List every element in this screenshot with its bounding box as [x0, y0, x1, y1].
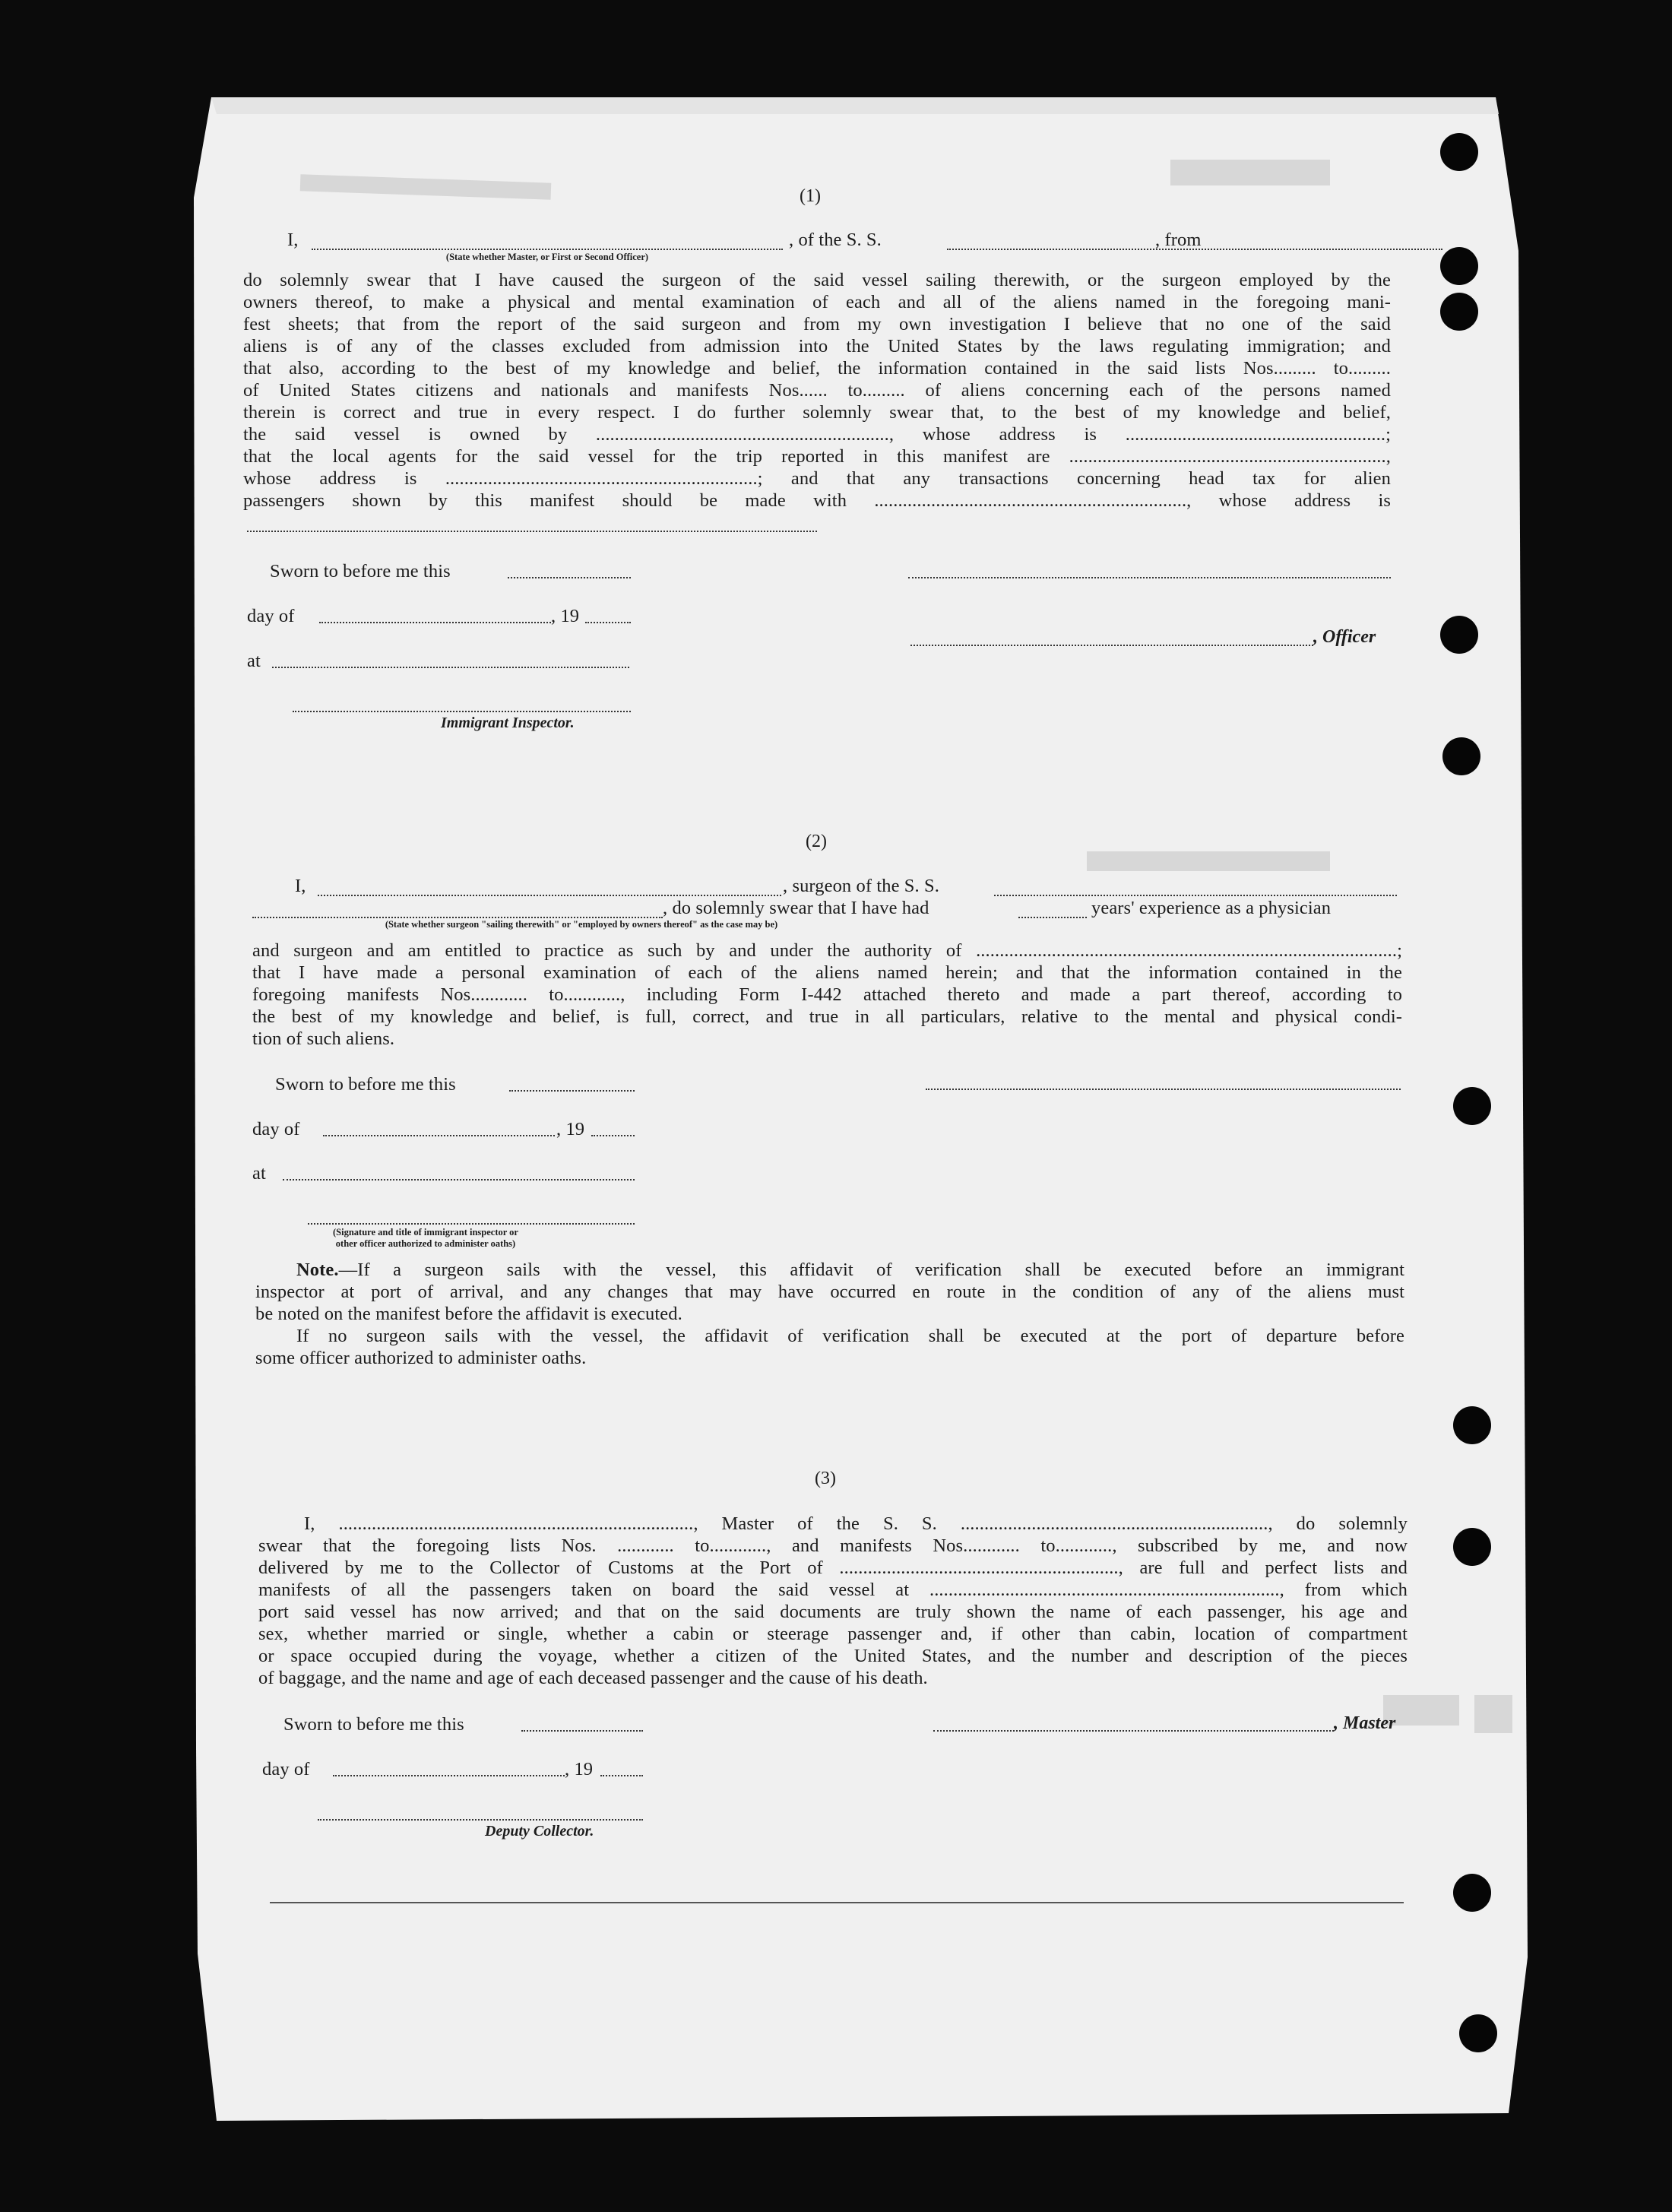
officer-signature-blank: [908, 577, 1391, 578]
sworn-label: Sworn to before me this: [283, 1714, 464, 1735]
surgeon-of-label: , surgeon of the S. S.: [783, 876, 939, 896]
surgeon-signature-blank: [926, 1089, 1401, 1090]
at-label: at: [252, 1163, 266, 1184]
master-signature-blank: [933, 1730, 1334, 1732]
master-line: port said vessel has now arrived; and that on the said documents are truly shown the name of each passenger, his age and: [258, 1602, 1408, 1622]
master-line: swear that the foregoing lists Nos. ............ to............, and manifests Nos............ to............, subscribed by me, and now: [258, 1535, 1408, 1556]
of-ss-label: , of the S. S.: [789, 230, 882, 250]
do-solemnly-label: , do solemnly swear that I have had: [663, 898, 929, 918]
year-label: , 19: [565, 1759, 594, 1779]
binder-hole: [1453, 1406, 1491, 1444]
surgeon-line: the best of my knowledge and belief, is full, correct, and true in all particulars, relative to the mental and physical condi-: [252, 1006, 1402, 1027]
collector-signature-blank: [318, 1819, 643, 1821]
note-line: If no surgeon sails with the vessel, the affidavit of verification shall be executed at the port of departure before: [296, 1326, 1404, 1346]
oath-line: fest sheets; that from the report of the said surgeon and from my own investigation I believe that no one of the said: [243, 314, 1391, 334]
note-line: be noted on the manifest before the affidavit is executed.: [255, 1304, 682, 1324]
oath-line: do solemnly swear that I have caused the surgeon of the said vessel sailing therewith, or the surgeon employed by the: [243, 270, 1391, 290]
year-label: , 19: [551, 606, 580, 626]
at-label: at: [247, 651, 261, 671]
day-blank: [319, 622, 551, 623]
binder-hole: [1440, 247, 1478, 285]
binder-hole: [1453, 1528, 1491, 1566]
master-line: of baggage, and the name and age of each deceased passenger and the cause of his death.: [258, 1668, 928, 1688]
oath-line: passengers shown by this manifest should be made with .................................................................., whose address is: [243, 490, 1391, 511]
master-line: sex, whether married or single, whether a cabin or steerage passenger and, if other than cabin, location of compartment: [258, 1624, 1408, 1644]
at-blank: [283, 1179, 635, 1180]
day-of-label: day of: [252, 1119, 300, 1139]
master-line: manifests of all the passengers taken on board the said vessel at .........................................................................., from which: [258, 1580, 1408, 1600]
surgeon-line: tion of such aliens.: [252, 1028, 395, 1049]
oath-line: that the local agents for the said vessel for the trip reported in this manifest are ...................................................................,: [243, 446, 1391, 467]
officer-caption: (State whether Master, or First or Second Officer): [445, 252, 649, 262]
bottom-rule: [270, 1902, 1404, 1903]
sworn-label: Sworn to before me this: [270, 561, 451, 582]
officer-name-blank: [910, 645, 1313, 646]
sworn-date-blank: [521, 1730, 643, 1732]
note-line: some officer authorized to administer oaths.: [255, 1348, 587, 1368]
section-number: (2): [806, 832, 827, 851]
sworn-date-blank: [508, 577, 631, 578]
years-experience-label: years' experience as a physician: [1091, 898, 1332, 918]
note-line: inspector at port of arrival, and any changes that may have occurred en route in the condition of any of the aliens must: [255, 1282, 1404, 1302]
surgeon-line: foregoing manifests Nos............ to............, including Form I-442 attached thereto and made a part thereof, according to: [252, 984, 1402, 1005]
master-line: or space occupied during the voyage, whether a citizen of the United States, and the number and description of the pieces: [258, 1646, 1408, 1666]
address-blank: [247, 531, 817, 532]
year-label: , 19: [556, 1119, 585, 1139]
oath-line: aliens is of any of the classes excluded from admission into the United States by the laws regulating immigration; and: [243, 336, 1391, 357]
note-line: Note.—If a surgeon sails with the vessel, this affidavit of verification shall be executed before an immigrant: [296, 1260, 1404, 1280]
binder-hole: [1442, 737, 1480, 775]
section-number: (1): [800, 186, 821, 206]
oath-line: owners thereof, to make a physical and mental examination of each and all of the aliens named in the foregoing mani-: [243, 292, 1391, 312]
sworn-label: Sworn to before me this: [275, 1074, 456, 1095]
binder-hole: [1453, 1874, 1491, 1912]
signature-caption: other officer authorized to administer oaths): [335, 1238, 516, 1249]
master-line: I, ..........................................................................., Master of the S. S. ................................................................., do solemnly: [304, 1513, 1408, 1534]
affiant-line: [287, 229, 1395, 251]
inspector-signature-blank: [293, 711, 631, 712]
signature-caption: (Signature and title of immigrant inspector or: [333, 1227, 518, 1238]
master-label: , Master: [1334, 1713, 1396, 1733]
surgeon-line: that I have made a personal examination of each of the aliens named herein; and that the information contained in the: [252, 962, 1402, 983]
binder-hole: [1440, 616, 1478, 654]
oath-line: that also, according to the best of my knowledge and belief, the information contained in the said lists Nos......... to.........: [243, 358, 1391, 379]
oath-line: therein is correct and true in every respect. I do further solemnly swear that, to the best of my knowledge and belief,: [243, 402, 1391, 423]
binder-hole: [1453, 1087, 1491, 1125]
surgeon-line: and surgeon and am entitled to practice as such by and under the authority of .........................................................................................;: [252, 940, 1402, 961]
collector-label: Deputy Collector.: [485, 1823, 594, 1840]
day-of-label: day of: [262, 1759, 310, 1779]
binder-hole: [1440, 293, 1478, 331]
year-blank: [591, 1135, 635, 1136]
note-label: Note.: [296, 1260, 339, 1280]
officer-label: , Officer: [1313, 627, 1376, 647]
oath-line: the said vessel is owned by .............................................................., whose address is .......................................................;: [243, 424, 1391, 445]
i-label: I,: [295, 876, 306, 896]
binder-hole: [1459, 2014, 1497, 2052]
section-number: (3): [815, 1469, 836, 1488]
sworn-date-blank: [509, 1090, 635, 1092]
inspector-signature-blank: [308, 1223, 635, 1225]
at-blank: [272, 667, 629, 668]
master-line: delivered by me to the Collector of Customs at the Port of ..........................................................., are full and perfect lists and: [258, 1558, 1408, 1578]
day-blank: [323, 1135, 555, 1136]
inspector-label: Immigrant Inspector.: [441, 715, 575, 731]
binder-hole: [1440, 133, 1478, 171]
i-label: I,: [287, 230, 299, 250]
day-blank: [333, 1775, 565, 1776]
oath-line: of United States citizens and nationals and manifests Nos...... to......... of aliens concerning each of the persons named: [243, 380, 1391, 401]
surgeon-line: [295, 875, 1401, 897]
year-blank: [585, 622, 631, 623]
year-blank: [600, 1775, 643, 1776]
from-label: , from: [1155, 230, 1202, 250]
day-of-label: day of: [247, 606, 295, 626]
surgeon-caption: (State whether surgeon "sailing therewith" or "employed by owners thereof" as the case may be): [385, 919, 778, 930]
oath-line: whose address is ..................................................................; and that any transactions concerning head tax for alien: [243, 468, 1391, 489]
